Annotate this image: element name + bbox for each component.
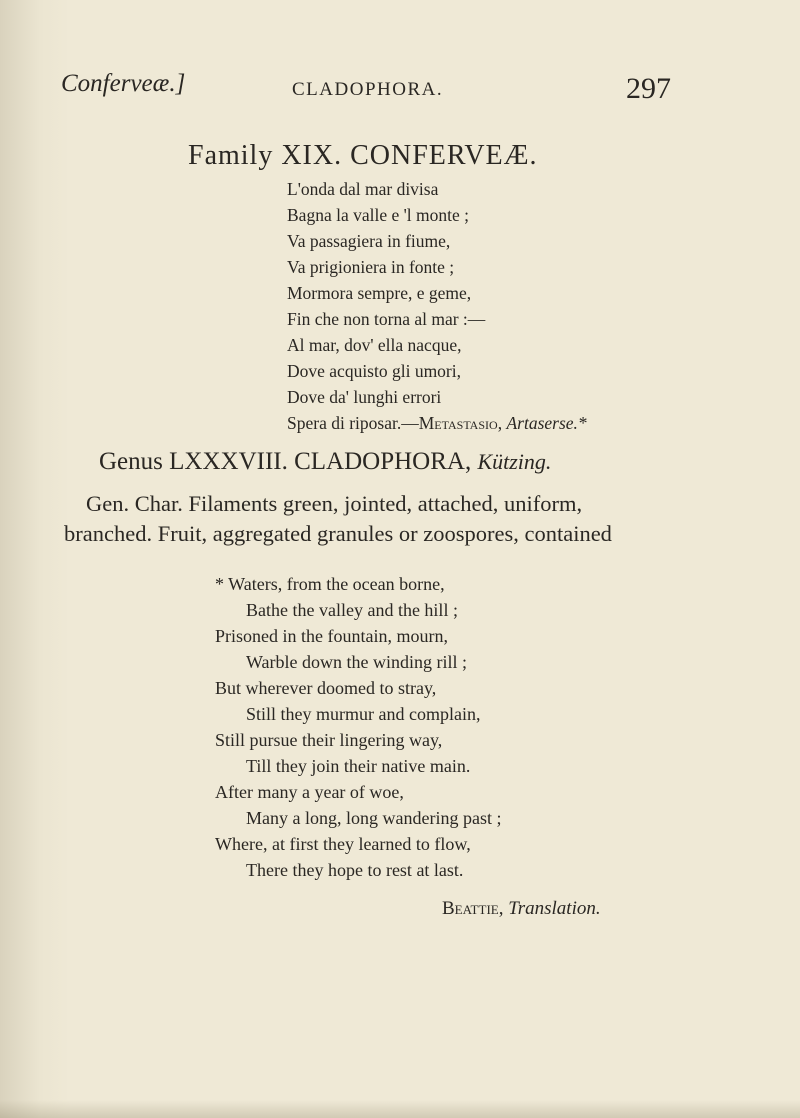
translator-name: Beattie,	[442, 898, 504, 919]
poem-author: Metastasio,	[418, 413, 503, 433]
poem-line: Al mar, dov' ella nacque,	[287, 335, 462, 355]
genus-name: Genus LXXXVIII. CLADOPHORA,	[99, 448, 472, 475]
genus-heading	[99, 448, 551, 476]
poem-line: Mormora sempre, e geme,	[287, 283, 472, 303]
translation-label: Translation.	[508, 898, 601, 919]
poem-line: Bagna la valle e 'l monte ;	[287, 205, 469, 225]
footnote-line: There they hope to rest at last.	[246, 860, 464, 880]
genus-character-line: branched. Fruit, aggregated granules or zoospores, contained	[64, 521, 612, 546]
running-header-title: CLADOPHORA.	[292, 79, 444, 100]
poem-line: Va passagiera in fiume,	[287, 231, 451, 251]
poem-work: Artaserse.*	[506, 413, 587, 433]
footnote-line: Prisoned in the fountain, mourn,	[215, 626, 448, 646]
footnote-line: After many a year of woe,	[215, 782, 404, 802]
poem-line: Spera di riposar.—	[287, 413, 419, 433]
footnote-line: Many a long, long wandering past ;	[246, 808, 502, 828]
genus-authority: Kützing.	[477, 449, 552, 474]
page-edge-stain	[0, 1100, 800, 1118]
footnote-line: But wherever doomed to stray,	[215, 678, 437, 698]
footnote-line: Warble down the winding rill ;	[246, 652, 468, 672]
running-header-section: Conferveæ.]	[61, 70, 186, 97]
page-number: 297	[626, 72, 671, 105]
poem-line: Va prigioniera in fonte ;	[287, 257, 455, 277]
footnote-attribution	[442, 898, 601, 920]
genus-character-line: Gen. Char. Filaments green, jointed, attached, uniform,	[86, 491, 583, 516]
family-heading: Family XIX. CONFERVEÆ.	[188, 140, 538, 171]
footnote-line: Bathe the valley and the hill ;	[246, 600, 458, 620]
footnote-line: Where, at first they learned to flow,	[215, 834, 471, 854]
poem-line: Dove da' lunghi errori	[287, 387, 442, 407]
footnote-line: Till they join their native main.	[246, 756, 471, 776]
poem-line: Fin che non torna al mar :—	[287, 309, 486, 329]
poem-line: Dove acquisto gli umori,	[287, 361, 462, 381]
poem-line: L'onda dal mar divisa	[287, 179, 439, 199]
footnote-line: * Waters, from the ocean borne,	[215, 574, 445, 594]
footnote-line: Still they murmur and complain,	[246, 704, 481, 724]
poem-attribution-line	[287, 410, 587, 436]
footnote-line: Still pursue their lingering way,	[215, 730, 443, 750]
